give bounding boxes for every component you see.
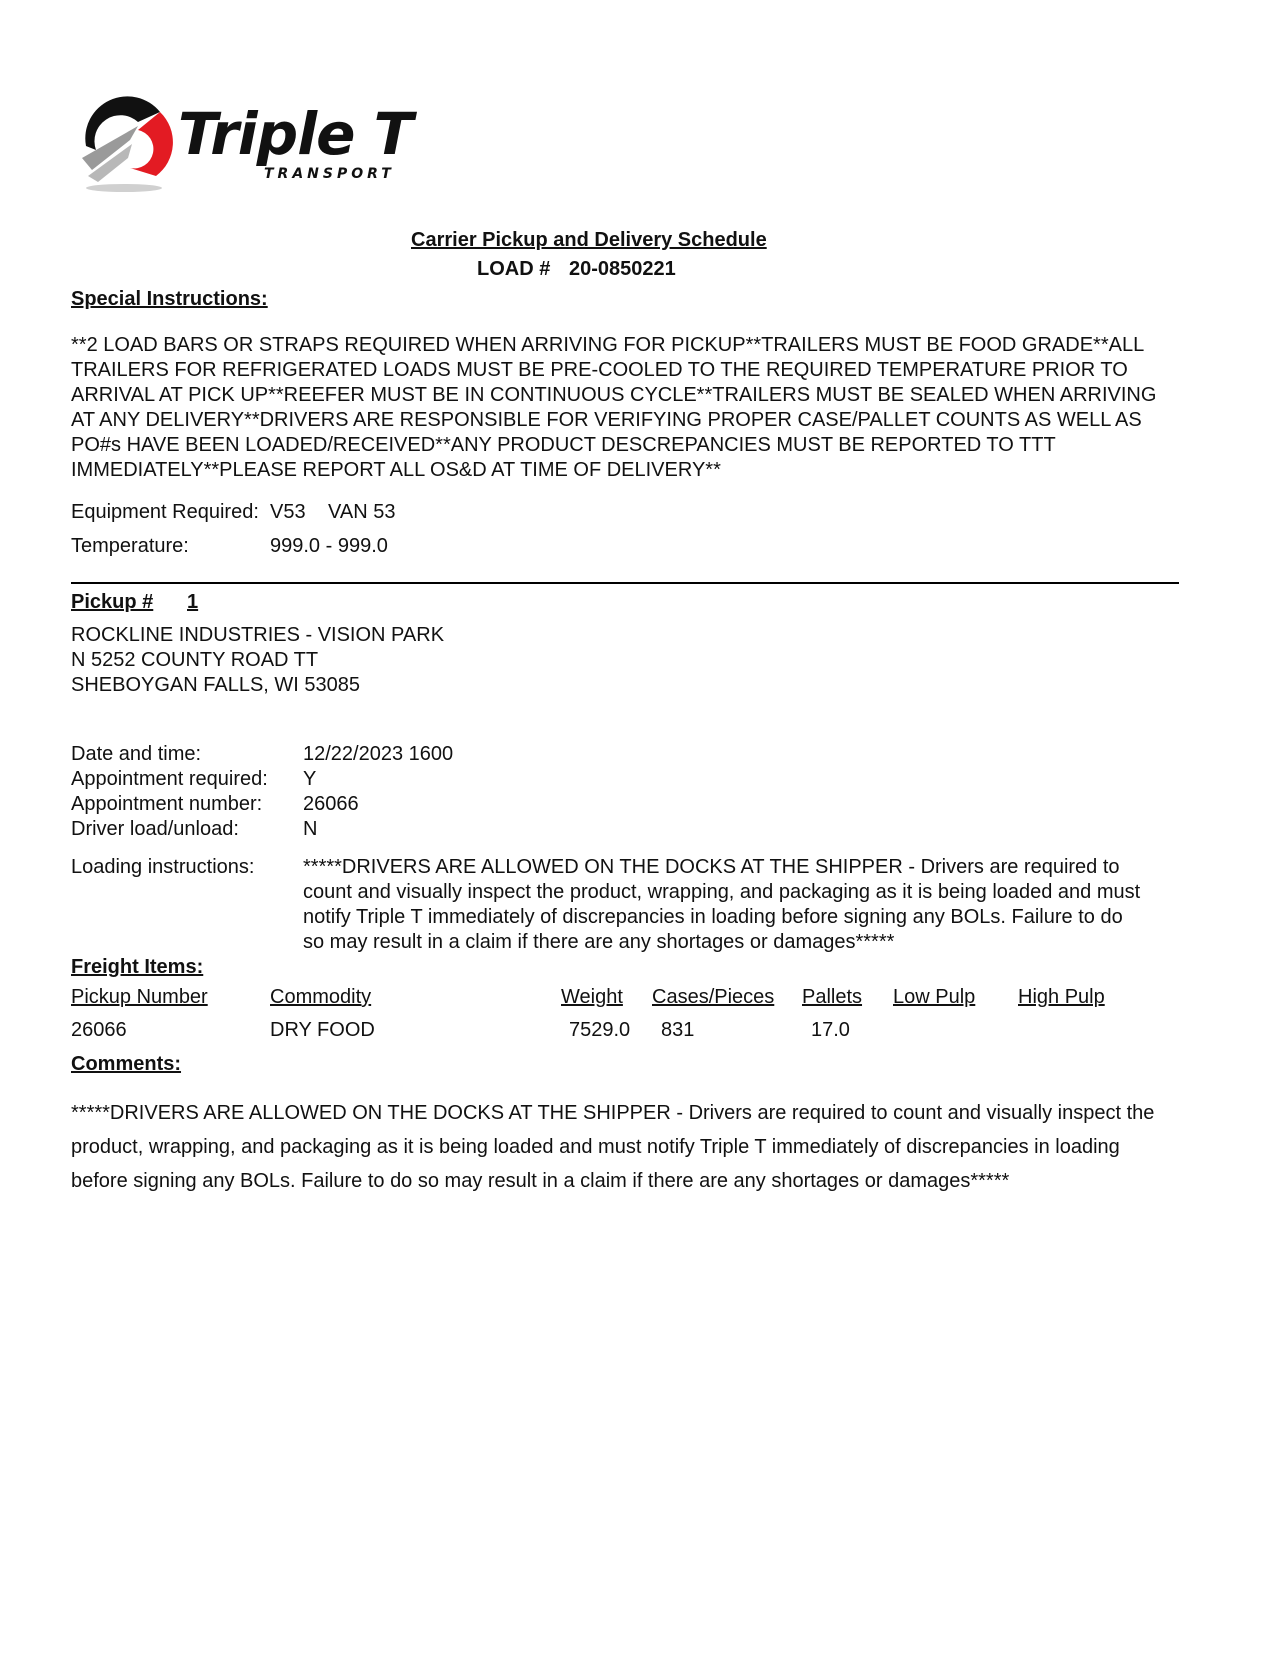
comments-heading: Comments:	[71, 1053, 182, 1075]
special-instructions-text: **2 LOAD BARS OR STRAPS REQUIRED WHEN ARRIVING FOR PICKUP**TRAILERS MUST BE FOOD GRADE**ALL TRAILERS FOR REFRIGERATED LOADS MUST BE PRE-COOLED TO THE REQUIRED TEMPERATURE PRIOR TO ARRIVAL AT PICK UP**REEFER MUST BE IN CONTINUOUS CYCLE**TRAILERS MUST BE SEALED WHEN ARRIVING AT ANY DELIVERY**DRIVERS ARE RESPONSIBLE FOR VERIFYING PROPER CASE/PALLET COUNTS AS WELL AS PO#s HAVE BEEN LOADED/RECEIVED**ANY PRODUCT DESCREPANCIES MUST BE REPORTED TO TTT IMMEDIATELY**PLEASE REPORT ALL OS&D AT TIME OF DELIVERY**	[71, 334, 1157, 481]
freight-items-heading: Freight Items:	[71, 956, 204, 978]
freight-row-cases-pieces: 831	[661, 1019, 695, 1041]
equipment-label: Equipment Required:	[71, 501, 259, 523]
col-header-pallets: Pallets	[802, 986, 863, 1008]
col-header-cases-pieces: Cases/Pieces	[652, 986, 775, 1008]
logo-sub-text: TRANSPORT	[264, 166, 395, 182]
loading-instructions-label: Loading instructions:	[71, 856, 255, 878]
appointment-required-label: Appointment required:	[71, 768, 268, 790]
pickup-address-line-2: N 5252 COUNTY ROAD TT	[71, 649, 319, 671]
driver-load-value: N	[303, 818, 318, 840]
pickup-number: 1	[187, 591, 199, 613]
date-time-value: 12/22/2023 1600	[303, 743, 454, 765]
col-header-low-pulp: Low Pulp	[893, 986, 976, 1008]
temperature-label: Temperature:	[71, 535, 189, 557]
load-label: LOAD #	[477, 258, 551, 280]
appointment-number-value: 26066	[303, 793, 359, 815]
freight-row-pallets: 17.0	[811, 1019, 850, 1041]
appointment-number-label: Appointment number:	[71, 793, 263, 815]
load-number: 20-0850221	[569, 258, 676, 280]
appointment-required-value: Y	[303, 768, 317, 790]
pickup-label: Pickup #	[71, 591, 154, 613]
pickup-address-line-1: ROCKLINE INDUSTRIES - VISION PARK	[71, 624, 445, 646]
col-header-commodity: Commodity	[270, 986, 372, 1008]
freight-row-commodity: DRY FOOD	[270, 1019, 375, 1041]
driver-load-label: Driver load/unload:	[71, 818, 239, 840]
logo-brand-text: Triple T	[178, 100, 413, 168]
swoosh-logo-icon	[78, 96, 178, 196]
col-header-pickup-number: Pickup Number	[71, 986, 208, 1008]
company-logo	[78, 96, 413, 196]
freight-row-weight: 7529.0	[569, 1019, 631, 1041]
temperature-value: 999.0 - 999.0	[270, 535, 388, 557]
date-time-label: Date and time:	[71, 743, 202, 765]
special-instructions-heading: Special Instructions:	[71, 288, 268, 310]
equipment-code: V53	[270, 501, 306, 523]
col-header-weight: Weight	[561, 986, 623, 1008]
pickup-address-line-3: SHEBOYGAN FALLS, WI 53085	[71, 674, 361, 696]
equipment-name: VAN 53	[328, 501, 396, 523]
freight-row-pickup-number: 26066	[71, 1019, 127, 1041]
loading-instructions-text: *****DRIVERS ARE ALLOWED ON THE DOCKS AT THE SHIPPER - Drivers are required to count and visually inspect the product, wrapping, and packaging as it is being loaded and must notify Triple T immediately of discrepancies in loading before signing any BOLs. Failure to do so may result in a claim if there are any shortages or damages*****	[303, 856, 1141, 953]
document-title: Carrier Pickup and Delivery Schedule	[411, 229, 767, 251]
section-divider	[71, 582, 1179, 584]
col-header-high-pulp: High Pulp	[1018, 986, 1105, 1008]
comments-text: *****DRIVERS ARE ALLOWED ON THE DOCKS AT THE SHIPPER - Drivers are required to count and visually inspect the product, wrapping, and packaging as it is being loaded and must notify Triple T immediately of discrepancies in loading before signing any BOLs. Failure to do so may result in a claim if there are any shortages or damages*****	[71, 1102, 1155, 1192]
